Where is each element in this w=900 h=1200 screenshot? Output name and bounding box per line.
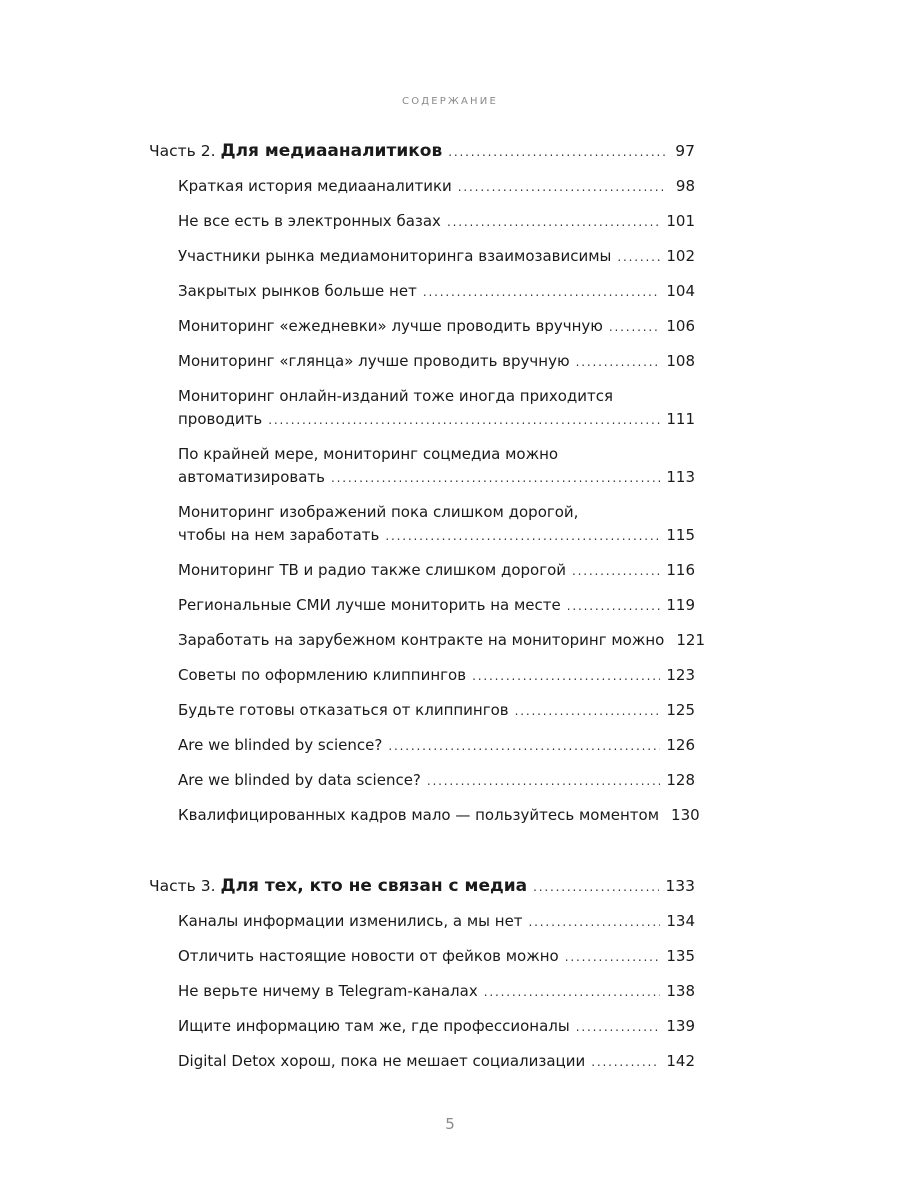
entry-last-line (178, 524, 695, 548)
entry-title: Мониторинг «глянца» лучше проводить вручную (178, 352, 570, 370)
page-number-ref: 121 (676, 631, 705, 649)
page-number-ref: 130 (671, 806, 700, 824)
entry-last-line (178, 1015, 695, 1039)
toc-entry[interactable] (149, 629, 705, 653)
page-number-ref: 126 (666, 736, 695, 754)
entry-title: Региональные СМИ лучше мониторить на месте (178, 596, 561, 614)
page-number-ref: 135 (666, 947, 695, 965)
entry-last-line (178, 629, 705, 653)
leader-dots (385, 525, 660, 548)
entry-last-line (178, 980, 695, 1004)
page-number-ref: 98 (675, 177, 695, 195)
page-number-ref: 133 (665, 877, 695, 895)
leader-dots (591, 1051, 660, 1074)
entry-title: Будьте готовы отказаться от клиппингов (178, 701, 509, 719)
entry-title: чтобы на нем заработать (178, 526, 380, 544)
part-prefix: Часть 2. (149, 142, 221, 160)
toc-entry[interactable] (149, 594, 695, 618)
page-number-ref: 123 (666, 666, 695, 684)
toc-entry[interactable] (149, 1015, 695, 1039)
page-number-ref: 111 (666, 410, 695, 428)
toc-entry[interactable] (149, 945, 695, 969)
leader-dots (472, 665, 660, 688)
entry-title: Отличить настоящие новости от фейков можно (178, 947, 559, 965)
entry-last-line (178, 804, 700, 828)
entry-title: Мониторинг «ежедневки» лучше проводить вручную (178, 317, 603, 335)
toc-entry[interactable] (149, 280, 695, 304)
page-number-ref: 97 (675, 142, 695, 160)
leader-dots (565, 946, 661, 969)
page-number-ref: 128 (666, 771, 695, 789)
page-number-ref: 102 (666, 247, 695, 265)
entry-last-line (178, 734, 695, 758)
leader-dots (529, 911, 661, 934)
leader-dots (388, 735, 660, 758)
page-number-ref: 142 (666, 1052, 695, 1070)
leader-dots (576, 1016, 661, 1039)
leader-dots (423, 281, 661, 304)
entry-last-line (178, 1050, 695, 1074)
leader-dots (268, 409, 660, 432)
leader-dots (576, 351, 661, 374)
entry-last-line (178, 910, 695, 934)
page-number-ref: 138 (666, 982, 695, 1000)
page-number-ref: 104 (666, 282, 695, 300)
entry-title: автоматизировать (178, 468, 325, 486)
leader-dots (448, 141, 665, 164)
toc-entry[interactable] (149, 804, 700, 828)
toc-entry[interactable] (149, 443, 695, 490)
entry-last-line (178, 350, 695, 374)
toc-entry[interactable] (149, 559, 695, 583)
entry-last-line (178, 699, 695, 723)
toc-entry[interactable] (149, 350, 695, 374)
entry-title: Are we blinded by data science? (178, 771, 421, 789)
toc-entry[interactable] (149, 315, 695, 339)
toc-entry[interactable] (149, 734, 695, 758)
entry-title: Советы по оформлению клиппингов (178, 666, 467, 684)
entry-last-line (178, 945, 695, 969)
entry-title-line: По крайней мере, мониторинг соцмедиа можно (178, 445, 559, 463)
entry-title: Закрытых рынков больше нет (178, 282, 417, 300)
page-number-ref: 119 (666, 596, 695, 614)
entry-last-line (178, 245, 695, 269)
entry-title-line: Мониторинг изображений пока слишком дорогой, (178, 503, 579, 521)
entry-title: Ищите информацию там же, где профессионалы (178, 1017, 570, 1035)
page-number-ref: 115 (666, 526, 695, 544)
entry-last-line (178, 594, 695, 618)
leader-dots (515, 700, 661, 723)
part-title: Для медиааналитиков (220, 141, 443, 161)
entry-title: Не верьте ничему в Telegram-каналах (178, 982, 478, 1000)
page-number-ref: 106 (666, 317, 695, 335)
entry-last-line (178, 280, 695, 304)
leader-dots (609, 316, 660, 339)
leader-dots (458, 176, 665, 199)
entry-title: Краткая история медиааналитики (178, 177, 452, 195)
entry-last-line (178, 769, 695, 793)
entry-last-line (178, 664, 695, 688)
toc-entry[interactable] (149, 1050, 695, 1074)
entry-title-line: Мониторинг онлайн-изданий тоже иногда приходится (178, 387, 614, 405)
entry-title: проводить (178, 410, 263, 428)
toc-entry[interactable] (149, 699, 695, 723)
entry-last-line (178, 175, 695, 199)
table-of-contents (149, 140, 705, 1074)
part-prefix: Часть 3. (149, 877, 221, 895)
leader-dots (567, 595, 661, 618)
entry-title: Заработать на зарубежном контракте на мониторинг можно (178, 631, 665, 649)
entry-title: Digital Detox хорош, пока не мешает социализации (178, 1052, 586, 1070)
entry-last-line (178, 466, 695, 490)
page-number-ref: 134 (666, 912, 695, 930)
leader-dots (572, 560, 660, 583)
entry-title: Не все есть в электронных базах (178, 212, 441, 230)
part-heading[interactable] (149, 875, 695, 899)
leader-dots (427, 770, 660, 793)
toc-entry[interactable] (149, 210, 695, 234)
page-number-ref: 116 (666, 561, 695, 579)
entry-last-line (178, 210, 695, 234)
entry-title: Are we blinded by science? (178, 736, 383, 754)
part-heading[interactable] (149, 140, 695, 164)
toc-entry[interactable] (149, 385, 695, 432)
toc-entry[interactable] (149, 664, 695, 688)
leader-dots (533, 876, 659, 899)
toc-entry[interactable] (149, 980, 695, 1004)
leader-dots (447, 211, 660, 234)
leader-dots (617, 246, 660, 269)
part-title: Для тех, кто не связан с медиа (220, 876, 528, 896)
page-number-ref: 108 (666, 352, 695, 370)
toc-entry[interactable] (149, 769, 695, 793)
part-heading-text (149, 875, 527, 898)
page-number-ref: 101 (666, 212, 695, 230)
page-number-ref: 125 (666, 701, 695, 719)
entry-title: Квалифицированных кадров мало — пользуйтесь моментом (178, 806, 660, 824)
entry-title: Мониторинг ТВ и радио также слишком дорогой (178, 561, 567, 579)
page-number-ref: 139 (666, 1017, 695, 1035)
entry-title: Участники рынка медиамониторинга взаимозависимы (178, 247, 612, 265)
leader-dots (484, 981, 661, 1004)
toc-entry[interactable] (149, 501, 695, 548)
entry-title: Каналы информации изменились, а мы нет (178, 912, 523, 930)
page-number: 5 (445, 1115, 455, 1133)
toc-entry[interactable] (149, 245, 695, 269)
running-head: СОДЕРЖАНИЕ (402, 96, 498, 107)
page-number-ref: 113 (666, 468, 695, 486)
entry-last-line (178, 315, 695, 339)
entry-last-line (178, 408, 695, 432)
toc-entry[interactable] (149, 175, 695, 199)
leader-dots (331, 467, 660, 490)
part-heading-text (149, 140, 442, 163)
entry-last-line (178, 559, 695, 583)
toc-entry[interactable] (149, 910, 695, 934)
